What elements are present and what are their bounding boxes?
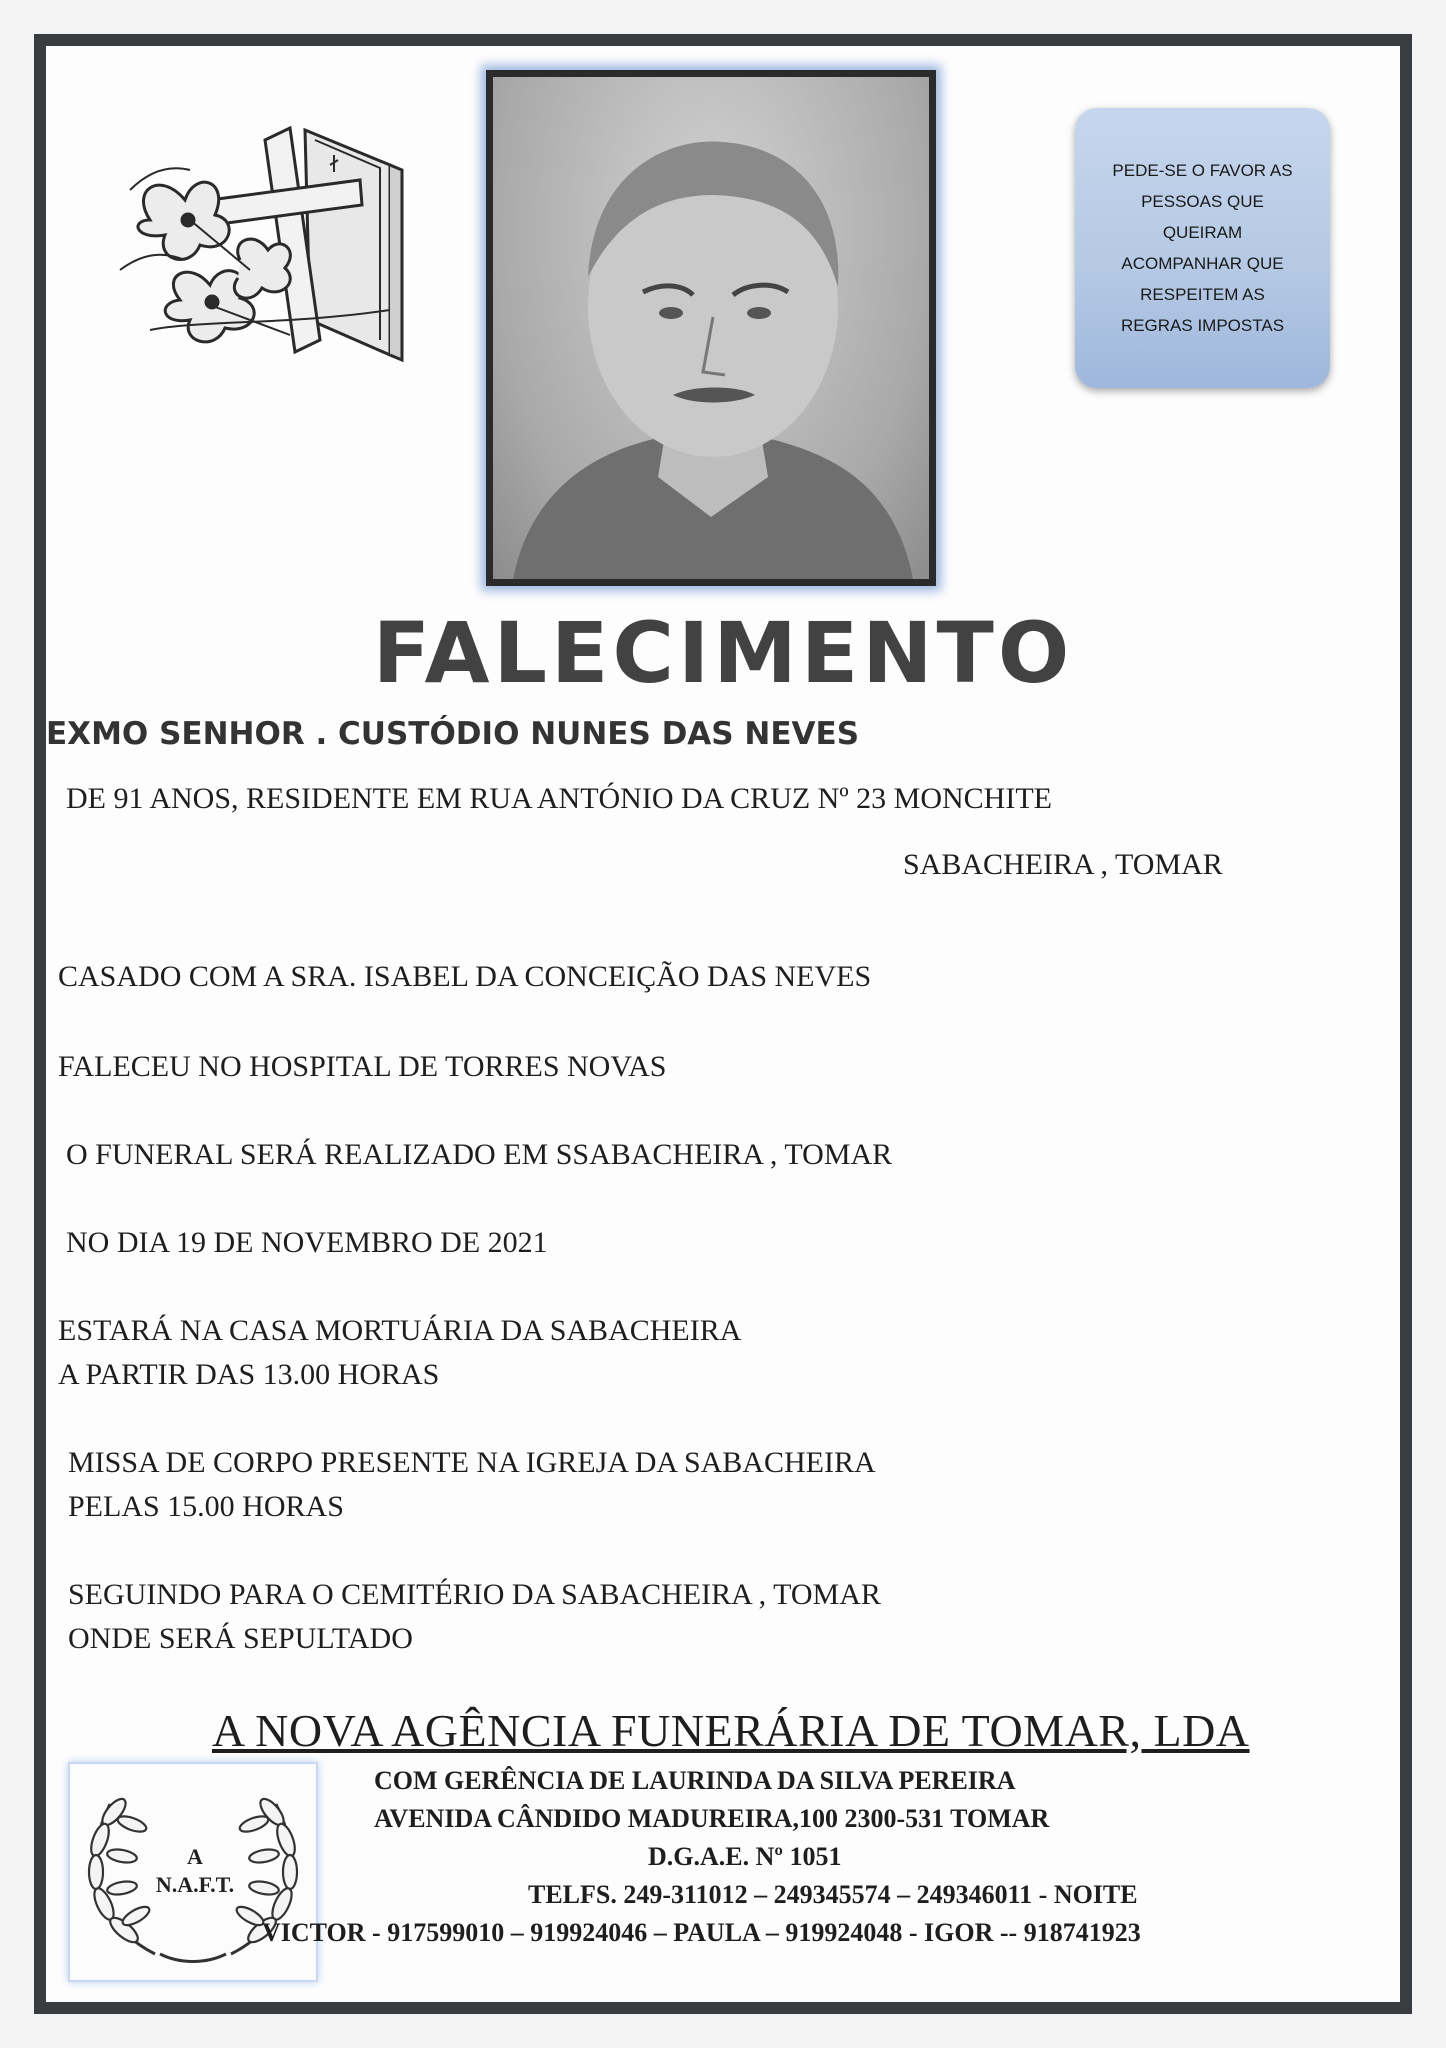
page-title: FALECIMENTO bbox=[372, 604, 1074, 702]
cross-book-lilies-icon bbox=[90, 70, 410, 370]
agency-contacts: VICTOR - 917599010 – 919924046 – PAULA – 919924048 - IGOR -- 918741923 bbox=[262, 1918, 1141, 1947]
residence-locality-line: SABACHEIRA , TOMAR bbox=[903, 848, 1223, 881]
agency-logo bbox=[68, 1762, 318, 1982]
notice-box bbox=[1075, 108, 1330, 388]
agency-management: COM GERÊNCIA DE LAURINDA DA SILVA PEREIRA bbox=[374, 1766, 1016, 1795]
mortuary-line: ESTARÁ NA CASA MORTUÁRIA DA SABACHEIRA bbox=[58, 1314, 742, 1347]
notice-line: PESSOAS QUE bbox=[1141, 192, 1264, 211]
cemetery-line: SEGUINDO PARA O CEMITÉRIO DA SABACHEIRA , TOMAR bbox=[68, 1578, 881, 1611]
logo-letter: A bbox=[187, 1844, 203, 1869]
funeral-date-line: NO DIA 19 DE NOVEMBRO DE 2021 bbox=[66, 1226, 548, 1259]
agency-address: AVENIDA CÂNDIDO MADUREIRA,100 2300-531 TOMAR bbox=[374, 1804, 1050, 1833]
agency-dgae: D.G.A.E. Nº 1051 bbox=[648, 1842, 842, 1871]
mass-time-line: PELAS 15.00 HORAS bbox=[68, 1490, 344, 1523]
death-place-line: FALECEU NO HOSPITAL DE TORRES NOVAS bbox=[58, 1050, 667, 1083]
notice-line: RESPEITEM AS bbox=[1140, 285, 1265, 304]
agency-name: A NOVA AGÊNCIA FUNERÁRIA DE TOMAR, LDA bbox=[212, 1705, 1250, 1756]
notice-line: PEDE-SE O FAVOR AS bbox=[1112, 161, 1293, 180]
burial-line: ONDE SERÁ SEPULTADO bbox=[68, 1622, 413, 1655]
spouse-line: CASADO COM A SRA. ISABEL DA CONCEIÇÃO DAS NEVES bbox=[58, 960, 872, 993]
notice-line: QUEIRAM bbox=[1162, 223, 1243, 242]
mortuary-time-line: A PARTIR DAS 13.00 HORAS bbox=[58, 1358, 440, 1391]
notice-line: REGRAS IMPOSTAS bbox=[1120, 316, 1285, 335]
age-residence-line: DE 91 ANOS, RESIDENTE EM RUA ANTÓNIO DA CRUZ Nº 23 MONCHITE bbox=[66, 782, 1052, 815]
notice-line: ACOMPANHAR QUE bbox=[1121, 254, 1284, 273]
mass-line: MISSA DE CORPO PRESENTE NA IGREJA DA SABACHEIRA bbox=[68, 1446, 876, 1479]
portrait-photo bbox=[486, 70, 936, 586]
deceased-name: EXMO SENHOR . CUSTÓDIO NUNES DAS NEVES bbox=[46, 716, 860, 752]
funeral-place-line: O FUNERAL SERÁ REALIZADO EM SSABACHEIRA , TOMAR bbox=[66, 1138, 893, 1171]
agency-phones: TELFS. 249-311012 – 249345574 – 249346011 - NOITE bbox=[528, 1880, 1138, 1909]
logo-abbreviation: N.A.F.T. bbox=[155, 1872, 235, 1897]
portrait-silhouette-icon bbox=[493, 77, 929, 579]
